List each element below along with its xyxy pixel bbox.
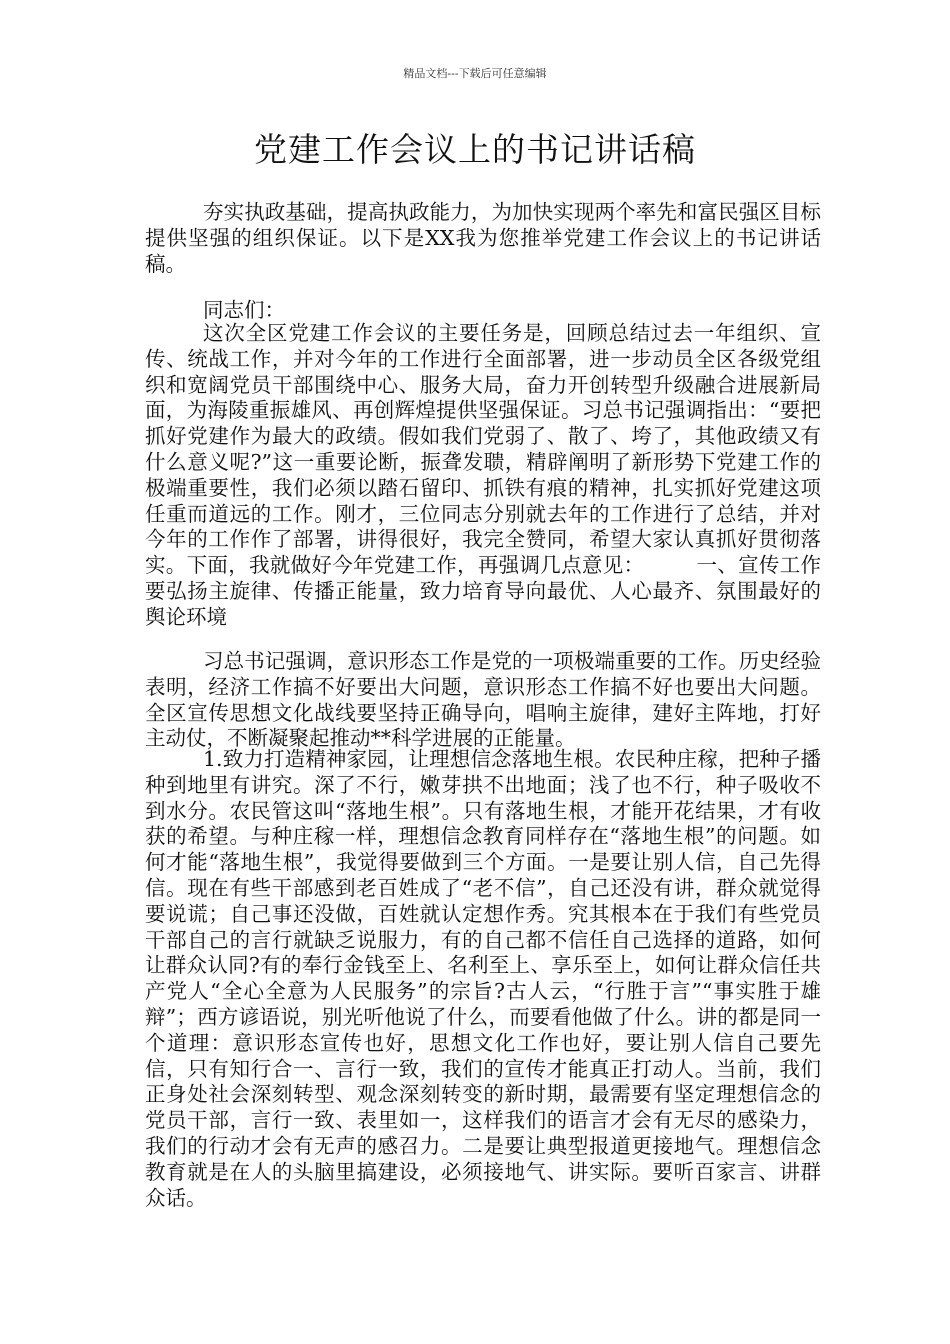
body-paragraph: 这次全区党建工作会议的主要任务是，回顾总结过去一年组织、宣传、统战工作，并对今年的工作进行全面部署，进一步动员全区各级党组织和宽阔党员干部围绕中心、服务大局，奋力开创转型升级融合进展新局面，为海陵重振雄风、再创辉煌提供坚强保证。习总书记强调指出：“要把抓好党建作为最大的政绩。假如我们党弱了、散了、垮了，其他政绩又有什么意义呢?”这一重要论断，振聋发聩，精辟阐明了新形势下党建工作的极端重要性，我们必须以踏石留印、抓铁有痕的精神，扎实抓好党建这项任重而道远的工作。刚才，三位同志分别就去年的工作进行了总结，并对今年的工作作了部署，讲得很好，我完全赞同，希望大家认真抓好贯彻落实。下面，我就做好今年党建工作，再强调几点意见： 一、宣传工作要弘扬主旋律、传播正能量，致力培育导向最优、人心最齐、氛围最好的舆论环境: [145, 321, 821, 629]
header-note: 精品文档---下载后可任意编辑: [403, 67, 547, 80]
intro-paragraph: 夯实执政基础，提高执政能力，为加快实现两个率先和富民强区目标提供坚强的组织保证。以下是XX我为您推举党建工作会议上的书记讲话稿。: [145, 200, 821, 276]
body-paragraph: 1.致力打造精神家园，让理想信念落地生根。农民种庄稼，把种子播种到地里有讲究。深了不行，嫩芽拱不出地面；浅了也不行，种子吸收不到水分。农民管这叫“落地生根”。只有落地生根，才能开花结果，才有收获的希望。与种庄稼一样，理想信念教育同样存在“落地生根”的问题。如何才能“落地生根”，我觉得要做到三个方面。一是要让别人信，自己先得信。现在有些干部感到老百姓成了“老不信”，自己还没有讲，群众就觉得要说谎；自己事还没做，百姓就认定想作秀。究其根本在于我们有些党员干部自己的言行就缺乏说服力，有的自己都不信任自己选择的道路，如何让群众认同?有的奉行金钱至上、名利至上、享乐至上，如何让群众信任共产党人“全心全意为人民服务”的宗旨?古人云，“行胜于言”“事实胜于雄辩”；西方谚语说，别光听他说了什么，而要看他做了什么。讲的都是同一个道理：意识形态宣传也好，思想文化工作也好，要让别人信自己要先信，只有知行合一、言行一致，我们的宣传才能真正打动人。当前，我们正身处社会深刻转型、观念深刻转变的新时期，最需要有坚定理想信念的党员干部，言行一致、表里如一，这样我们的语言才会有无尽的感染力，我们的行动才会有无声的感召力。二是要让典型报道更接地气。理想信念教育就是在人的头脑里搞建设，必须接地气、讲实际。要听百家言、讲群众话。: [145, 747, 821, 1210]
salutation: 同志们：: [203, 298, 285, 322]
document-title: 党建工作会议上的书记讲话稿: [254, 130, 696, 169]
body-paragraph: 习总书记强调，意识形态工作是党的一项极端重要的工作。历史经验表明，经济工作搞不好要出大问题，意识形态工作搞不好也要出大问题。全区宣传思想文化战线要坚持正确导向，唱响主旋律，建好主阵地，打好主动仗，不断凝聚起推动**科学进展的正能量。: [145, 649, 821, 751]
